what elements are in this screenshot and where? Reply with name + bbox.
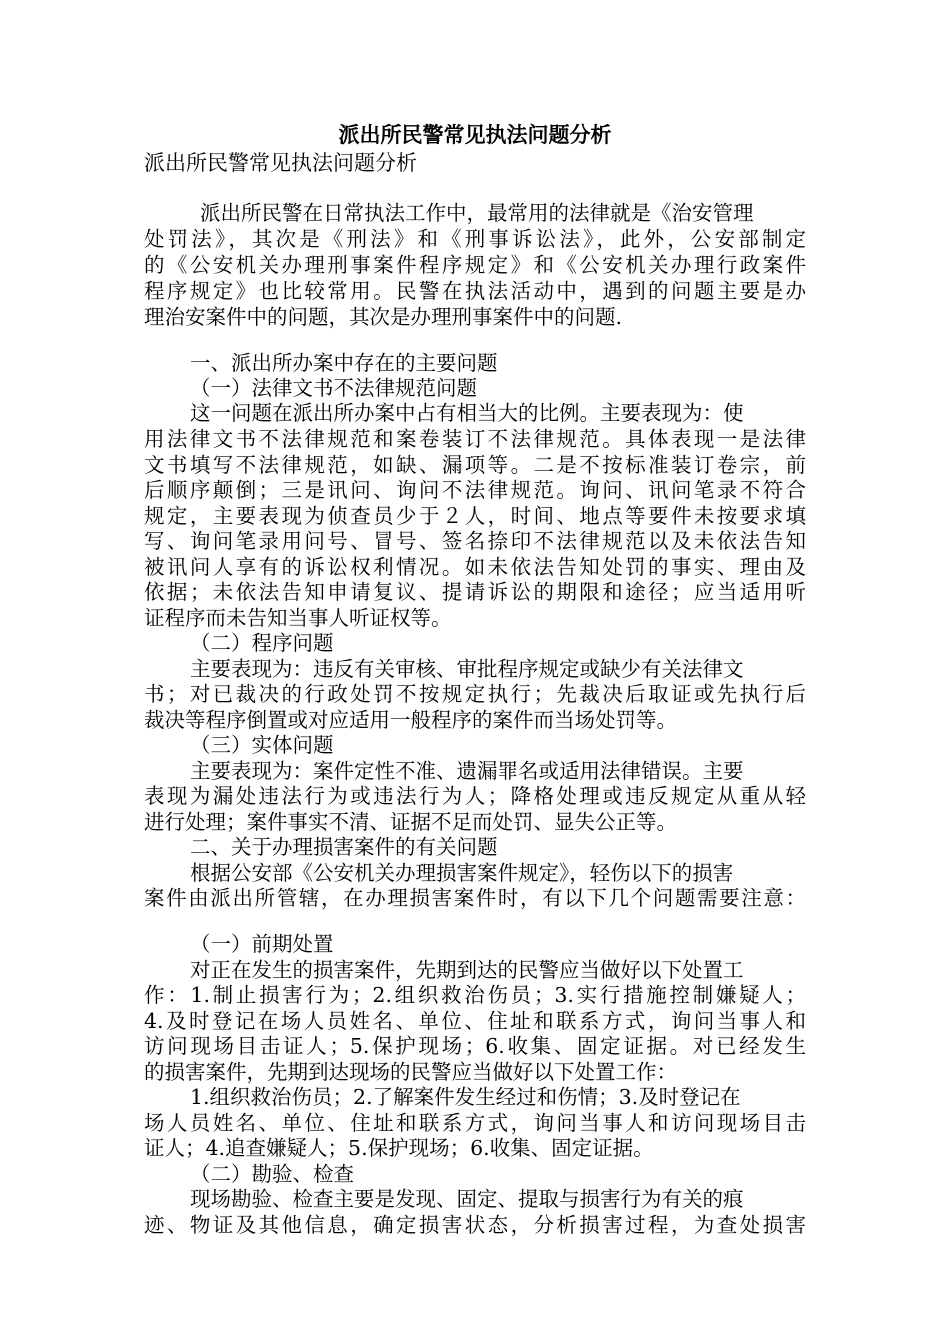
subsection-heading: （一）法律文书不法律规范问题 [190, 376, 477, 400]
text-line: 裁决等程序倒置或对应适用一般程序的案件而当场处罚等。 [144, 708, 677, 732]
text-line: 的《公安机关办理刑事案件程序规定》和《公安机关办理行政案件 [144, 253, 806, 277]
document-title: 派出所民警常见执法问题分析 [338, 122, 612, 147]
text-line: 处罚法》，其次是《刑法》和《刑事诉讼法》，此外，公安部制定 [144, 227, 806, 251]
text-line: 用法律文书不法律规范和案卷装订不法律规范。具体表现一是法律 [144, 427, 806, 451]
text-line: 文书填写不法律规范，如缺、漏项等。二是不按标准装订卷宗，前 [144, 453, 806, 477]
text-line: 的损害案件，先期到达现场的民警应当做好以下处置工作： [144, 1060, 677, 1084]
text-line: 表现为漏处违法行为或违法行为人；降格处理或违反规定从重从轻 [144, 784, 806, 808]
text-line: 被讯问人享有的诉讼权利情况。如未依法告知处罚的事实、理由及 [144, 555, 806, 579]
text-line: 派出所民警在日常执法工作中，最常用的法律就是《治安管理 [200, 201, 754, 225]
subsection-heading: （一）前期处置 [190, 932, 334, 956]
text-line: 后顺序颠倒；三是讯问、询问不法律规范。询问、讯问笔录不符合 [144, 478, 806, 502]
text-line: 对正在发生的损害案件，先期到达的民警应当做好以下处置工 [190, 958, 744, 982]
text-line: 迹、物证及其他信息，确定损害状态，分析损害过程，为查处损害 [144, 1213, 806, 1237]
text-line: 1.组织救治伤员；2.了解案件发生经过和伤情；3.及时登记在 [190, 1085, 741, 1109]
text-line: 4.及时登记在场人员姓名、单位、住址和联系方式，询问当事人和 [144, 1009, 806, 1033]
text-line: 案件由派出所管辖，在办理损害案件时，有以下几个问题需要注意： [144, 886, 806, 910]
section-heading: 二、关于办理损害案件的有关问题 [190, 835, 498, 859]
text-line: 证程序而未告知当事人听证权等。 [144, 606, 452, 630]
section-heading: 一、派出所办案中存在的主要问题 [190, 351, 498, 375]
text-line: 程序规定》也比较常用。民警在执法活动中，遇到的问题主要是办 [144, 279, 806, 303]
text-line: 访问现场目击证人；5.保护现场；6.收集、固定证据。对已经发生 [144, 1034, 806, 1058]
text-line: 规定，主要表现为侦查员少于２人，时间、地点等要件未按要求填 [144, 504, 806, 528]
text-line: 作：1.制止损害行为；2.组织救治伤员；3.实行措施控制嫌疑人； [144, 983, 806, 1007]
text-line: 主要表现为：违反有关审核、审批程序规定或缺少有关法律文 [190, 657, 744, 681]
text-line: 证人；4.追查嫌疑人；5.保护现场；6.收集、固定证据。 [144, 1136, 654, 1160]
text-line: 写、询问笔录用问号、冒号、签名捺印不法律规范以及未依法告知 [144, 529, 806, 553]
text-line: 依据；未依法告知申请复议、提请诉讼的期限和途径；应当适用听 [144, 580, 806, 604]
subsection-heading: （三）实体问题 [190, 733, 334, 757]
text-line: 现场勘验、检查主要是发现、固定、提取与损害行为有关的痕 [190, 1187, 744, 1211]
text-line: 书；对已裁决的行政处罚不按规定执行；先裁决后取证或先执行后 [144, 682, 806, 706]
text-line: 主要表现为：案件定性不准、遗漏罪名或适用法律错误。主要 [190, 759, 744, 783]
text-line: 场人员姓名、单位、住址和联系方式，询问当事人和访问现场目击 [144, 1111, 806, 1135]
text-line: 根据公安部《公安机关办理损害案件规定》，轻伤以下的损害 [190, 861, 734, 885]
text-line: 进行处理；案件事实不清、证据不足而处罚、显失公正等。 [144, 810, 677, 834]
subsection-heading: （二）程序问题 [190, 631, 334, 655]
text-line: 理治安案件中的问题，其次是办理刑事案件中的问题. [144, 305, 623, 329]
text-line: 这一问题在派出所办案中占有相当大的比例。主要表现为：使 [190, 401, 744, 425]
document-subtitle: 派出所民警常见执法问题分析 [144, 151, 417, 175]
subsection-heading: （二）勘验、检查 [190, 1162, 354, 1186]
